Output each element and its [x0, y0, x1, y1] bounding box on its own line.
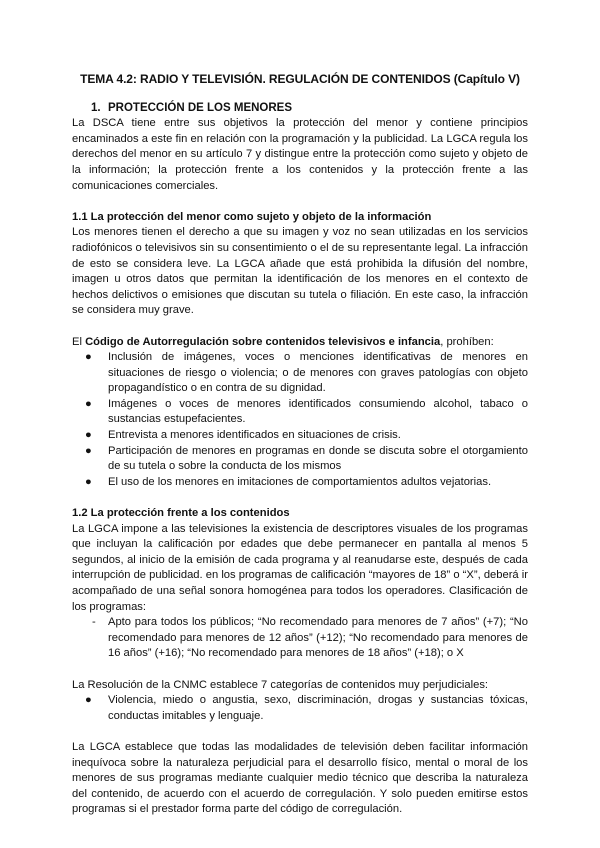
paragraph: Los menores tienen el derecho a que su imagen y voz no sean utilizadas en los servicios radiofónicos o televisivos sin su consentimiento o el de su representante legal. La infracción de esto se considera leve. La LGCA añade que está prohibida la difusión del nombre, imagen u otros datos que permitan la identificación de los menores en el contexto de hechos delictivos o emisiones que discutan su tutela o filiación. En este caso, la infracción se considera muy grave. — [72, 226, 528, 317]
list-item-text: Violencia, miedo o angustia, sexo, discriminación, drogas y sustancias tóxicas, conductas imitables y lenguaje. — [108, 694, 528, 722]
bullet-icon: ● — [85, 444, 92, 457]
bullet-icon: ● — [85, 694, 92, 707]
paragraph: La DSCA tiene entre sus objetivos la protección del menor y contiene principios encaminados a este fin en relación con la programación y la publicidad. La LGCA regula los derechos del menor en su artículo 7 y distingue entre la protección como sujeto y objeto de la información; la protección frente a los contenidos y la protección frente a las comunicaciones comerciales. — [72, 117, 528, 192]
list-item-text: Entrevista a menores identificados en situaciones de crisis. — [108, 429, 401, 442]
bullet-icon: ● — [85, 351, 92, 364]
dash-list — [72, 615, 528, 662]
list-item — [72, 428, 528, 444]
subsection-heading: 1.2 La protección frente a los contenidos — [72, 507, 290, 520]
paragraph: La LGCA impone a las televisiones la existencia de descriptores visuales de los programas que incluyan la calificación por edades que debe permanecer en pantalla al menos 5 segundos, al inicio de la emisión de cada programa y al reanudarse este, después de cada interrupción de publicidad. en los programas de calificación “mayores de 18” o “X”, deberá ir acompañado de una señal sonora homogénea para todos los operadores. Clasificación de los programas: — [72, 522, 528, 613]
text: , prohíben: — [440, 335, 494, 348]
list-item — [72, 350, 528, 397]
bullet-list — [72, 350, 528, 490]
list-item-text: El uso de los menores en imitaciones de comportamientos adultos vejatorias. — [108, 475, 492, 488]
text: El — [72, 335, 86, 348]
list-item — [72, 444, 528, 475]
dash-icon: - — [92, 616, 96, 629]
section-heading-text: PROTECCIÓN DE LOS MENORES — [108, 101, 293, 114]
list-item-text: Participación de menores en programas en donde se discuta sobre el otorgamiento de su tutela o sobre la conducta de los mismos — [108, 444, 528, 473]
paragraph: La Resolución de la CNMC establece 7 categorías de contenidos muy perjudiciales: — [72, 678, 489, 691]
bullet-icon: ● — [85, 429, 92, 442]
document-page — [72, 72, 528, 818]
paragraph-codigo — [72, 335, 528, 351]
list-item-text: Apto para todos los públicos; “No recomendado para menores de 7 años” (+7); “No recomendado para menores de 12 años” (+12); “No recomendado para menores de 16 años” (+16); “No recomendado para menores de 18 años” (+18); o X — [108, 616, 528, 660]
list-item-text: Imágenes o voces de menores identificados consumiendo alcohol, tabaco o sustancias estupefacientes. — [108, 397, 528, 426]
subsection-heading: 1.1 La protección del menor como sujeto y objeto de la información — [72, 210, 432, 223]
section-heading — [72, 101, 528, 117]
list-item-text: Inclusión de imágenes, voces o menciones identificativas de menores en situaciones de riesgo o violencia; o de menores con graves patologías con objeto propagandístico o en contra de su dignidad. — [108, 351, 528, 395]
document-title: TEMA 4.2: RADIO Y TELEVISIÓN. REGULACIÓN DE CONTENIDOS (Capítulo V) — [80, 72, 520, 86]
paragraph: La LGCA establece que todas las modalidades de televisión deben facilitar información inequívoca sobre la naturaleza perjudicial para el desarrollo físico, mental o moral de los menores de sus programas mediante cualquier medio técnico que describa la naturaleza del contenido, de acuerdo con el acuerdo de corregulación. Y solo pueden emitirse estos programas si el prestador forma parte del código de corregulación. — [72, 740, 528, 816]
list-item — [72, 615, 528, 662]
bullet-icon: ● — [85, 397, 92, 410]
list-item — [72, 397, 528, 428]
list-item — [72, 475, 528, 491]
bold-text: Código de Autorregulación sobre contenidos televisivos e infancia — [85, 335, 441, 348]
bullet-icon: ● — [85, 475, 92, 488]
bullet-list — [72, 693, 528, 724]
section-number: 1. — [91, 101, 101, 114]
list-item — [72, 693, 528, 724]
